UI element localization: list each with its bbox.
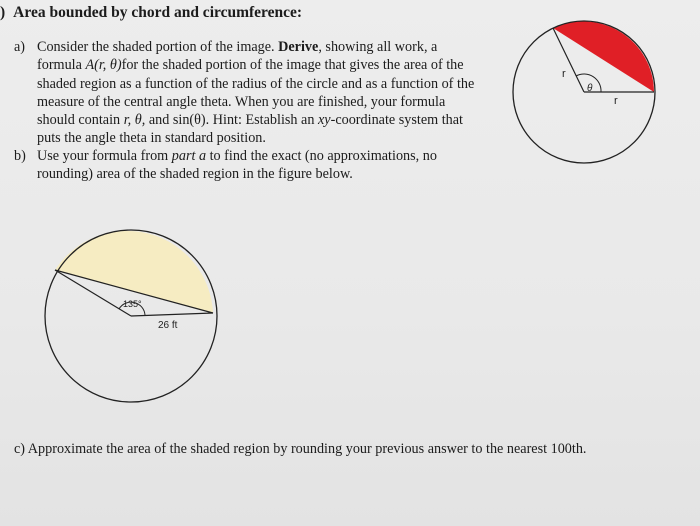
specific-circle-figure	[40, 225, 222, 407]
part-a-text: Consider the shaded portion of the image. Derive, showing all work, a formula A(r, θ)for the shaded portion of the image that gives the area of the shaded region as a function of the radius of the circle and as a function of the measure of the central angle theta. When you are finished, your formula should contain r, θ, and sin(θ). Hint: Establish an xy-coordinate system that puts the angle theta in standard position.	[37, 39, 475, 147]
problem-heading	[0, 4, 302, 22]
radius-label-1: r	[562, 68, 566, 80]
part-c-label: c)	[14, 441, 26, 457]
angle-label: 135°	[123, 299, 142, 309]
angle-label: θ	[587, 83, 593, 94]
part-a-label: a)	[14, 39, 26, 55]
problem-title: Area bounded by chord and circumference:	[13, 4, 303, 21]
part-c	[14, 441, 586, 458]
shaded-segment	[553, 21, 654, 92]
radius-label-2: r	[614, 95, 618, 107]
part-a	[14, 38, 477, 148]
part-b-text: Use your formula from part a to find the exact (no approximations, no rounding) area of the shaded region in the figure below.	[37, 148, 437, 183]
part-b-label: b)	[14, 148, 26, 164]
radius-line-2	[131, 313, 213, 316]
radius-label: 26 ft	[158, 320, 178, 331]
part-c-text: Approximate the area of the shaded region by rounding your previous answer to the nearest 100th.	[27, 441, 587, 457]
general-circle-figure	[508, 20, 658, 168]
part-b	[14, 147, 477, 184]
problem-number: )	[0, 4, 6, 21]
